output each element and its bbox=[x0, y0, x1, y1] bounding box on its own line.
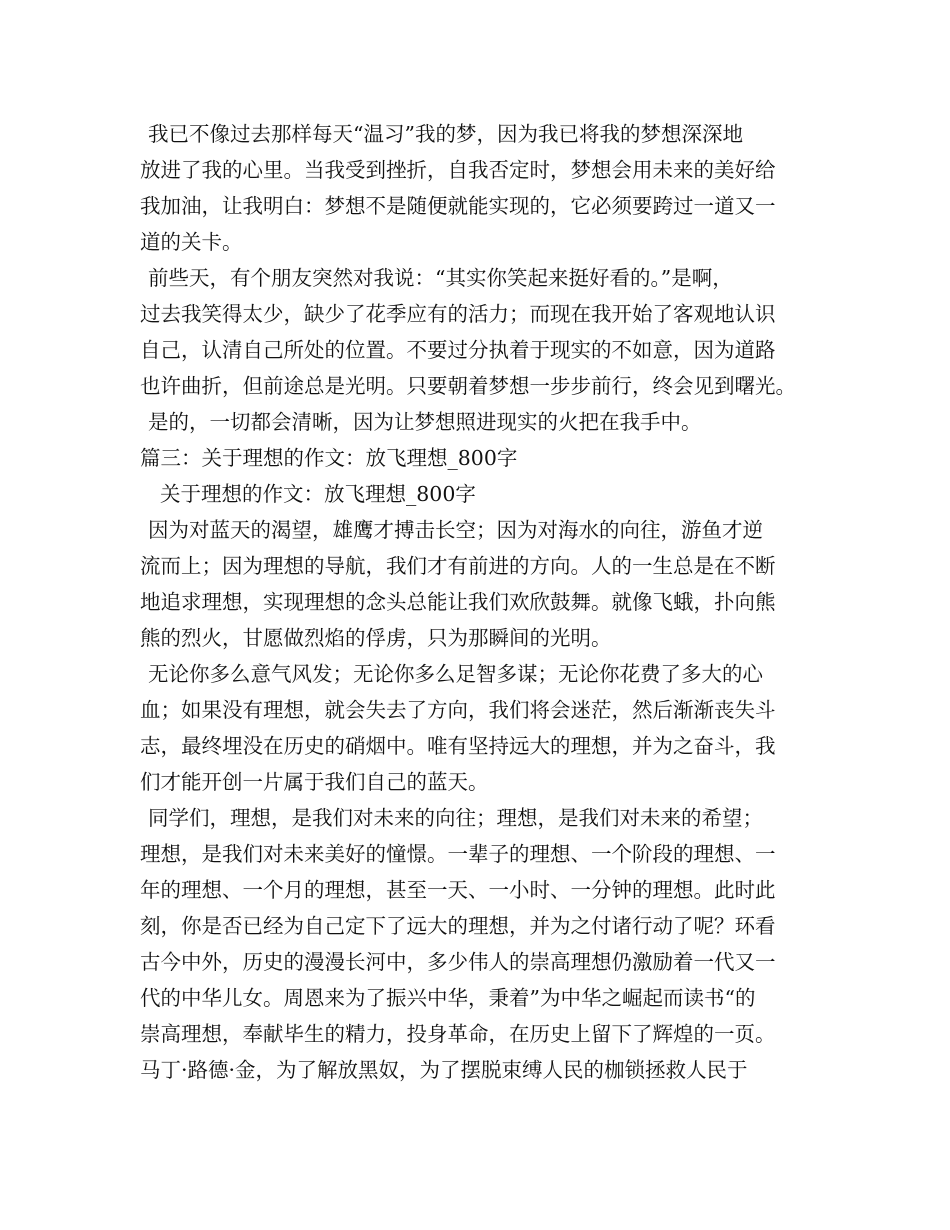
text-line: 关于理想的作文：放飞理想_800字 bbox=[160, 482, 476, 506]
text-line: 年的理想、一个月的理想，甚至一天、一小时、一分钟的理想。此时此 bbox=[140, 878, 776, 902]
text-line: 理想，是我们对未来美好的憧憬。一辈子的理想、一个阶段的理想、一 bbox=[140, 842, 776, 866]
text-line: 崇高理想，奉献毕生的精力，投身革命，在历史上留下了辉煌的一页。 bbox=[140, 1022, 776, 1046]
text-line: 古今中外，历史的漫漫长河中，多少伟人的崇高理想仍激励着一代又一 bbox=[140, 950, 776, 974]
text-line: 我已不像过去那样每天“温习”我的梦，因为我已将我的梦想深深地 bbox=[148, 122, 743, 146]
text-line: 因为对蓝天的渴望，雄鹰才搏击长空；因为对海水的向往，游鱼才逆 bbox=[148, 518, 763, 542]
text-line: 是的，一切都会清晰，因为让梦想照进现实的火把在我手中。 bbox=[148, 410, 702, 434]
text-line: 道的关卡。 bbox=[140, 230, 243, 254]
text-line: 自己，认清自己所处的位置。不要过分执着于现实的不如意，因为道路 bbox=[140, 338, 776, 362]
text-line: 熊的烈火，甘愿做烈焰的俘虏，只为那瞬间的光明。 bbox=[140, 626, 612, 650]
text-line: 我加油，让我明白：梦想不是随便就能实现的，它必须要跨过一道又一 bbox=[140, 194, 776, 218]
text-line: 地追求理想，实现理想的念头总能让我们欢欣鼓舞。就像飞蛾，扑向熊 bbox=[140, 590, 776, 614]
text-line: 刻，你是否已经为自己定下了远大的理想，并为之付诸行动了呢？环看 bbox=[140, 914, 776, 938]
text-line: 放进了我的心里。当我受到挫折，自我否定时，梦想会用未来的美好给 bbox=[140, 158, 776, 182]
text-line: 前些天，有个朋友突然对我说：“其实你笑起来挺好看的。”是啊， bbox=[148, 266, 733, 290]
text-line: 代的中华儿女。周恩来为了振兴中华，秉着”为中华之崛起而读书“的 bbox=[140, 986, 756, 1010]
document-body bbox=[140, 116, 820, 1088]
text-line: 马丁·路德·金，为了解放黑奴，为了摆脱束缚人民的枷锁拯救人民于 bbox=[140, 1058, 748, 1082]
text-line: 流而上；因为理想的导航，我们才有前进的方向。人的一生总是在不断 bbox=[140, 554, 776, 578]
text-line: 也许曲折，但前途总是光明。只要朝着梦想一步步前行，终会见到曙光。 bbox=[140, 374, 796, 398]
text-line: 无论你多么意气风发；无论你多么足智多谋；无论你花费了多大的心 bbox=[148, 662, 763, 686]
text-line: 同学们，理想，是我们对未来的向往；理想，是我们对未来的希望； bbox=[148, 806, 763, 830]
text-line: 过去我笑得太少，缺少了花季应有的活力；而现在我开始了客观地认识 bbox=[140, 302, 776, 326]
text-line: 血；如果没有理想，就会失去了方向，我们将会迷茫，然后渐渐丧失斗 bbox=[140, 698, 776, 722]
text-line: 们才能开创一片属于我们自己的蓝天。 bbox=[140, 770, 489, 794]
text-line: 志，最终埋没在历史的硝烟中。唯有坚持远大的理想，并为之奋斗，我 bbox=[140, 734, 776, 758]
text-line: 篇三：关于理想的作文：放飞理想_800字 bbox=[140, 446, 518, 470]
